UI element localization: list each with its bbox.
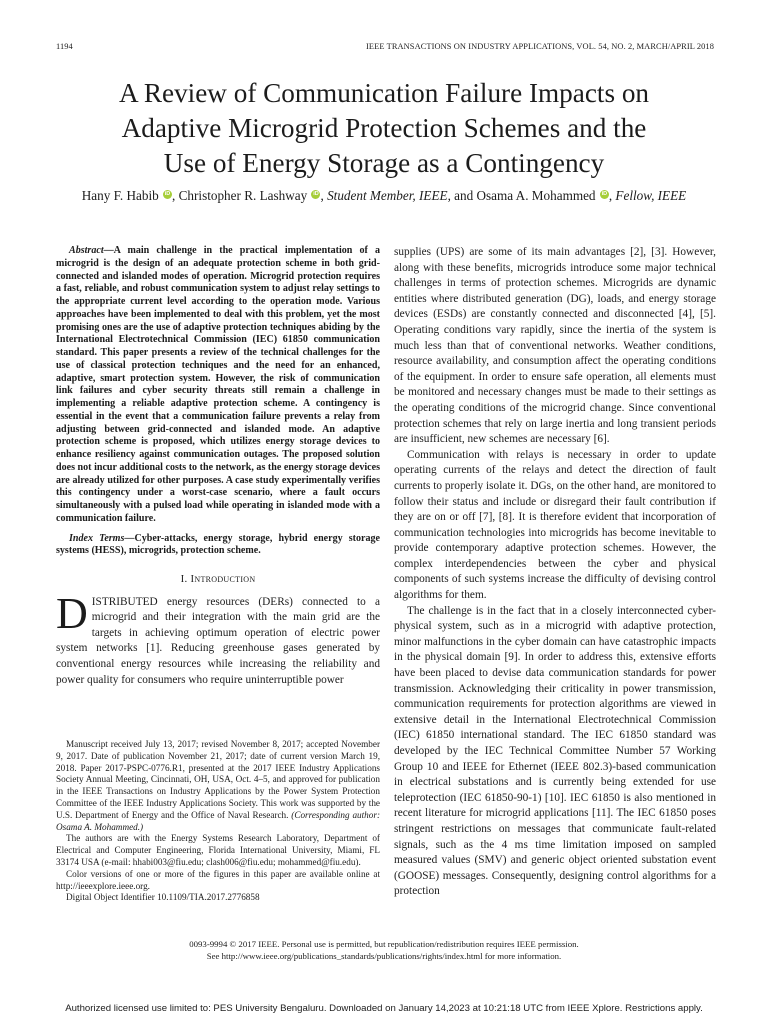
author-list: [30, 188, 738, 204]
intro-first-word: ISTRIBUTED: [91, 595, 158, 608]
intro-text: energy resources (DERs) connected to a microgrid and their integration with the main grid are the targets in achieving optimum operation of electric power system networks [1]. Reducing greenhouse gases generated by conventional energy resources while increasing the reliability and power quality for consumers who require uninterruptible power: [56, 595, 380, 686]
abstract-label: Abstract: [69, 245, 104, 256]
section-number: I.: [180, 573, 191, 585]
author-2: , Christopher R. Lashway: [172, 188, 308, 203]
title-line-2: Adaptive Microgrid Protection Schemes and the: [121, 113, 647, 143]
author-3: , and Osama A. Mohammed: [447, 188, 596, 203]
title-line-1: A Review of Communication Failure Impacts on: [118, 78, 650, 108]
orcid-icon[interactable]: iD: [164, 191, 171, 197]
copyright-line-2: See http://www.ieee.org/publications_standards/publications/rights/index.html for more information.: [206, 951, 562, 961]
index-terms: [56, 533, 380, 559]
left-column: [56, 245, 380, 688]
footnote-doi: Digital Object Identifier 10.1109/TIA.2017.2776858: [66, 892, 260, 903]
drop-cap: D: [56, 588, 88, 638]
footnote-manuscript: [56, 739, 380, 833]
section-title: Introduction: [190, 573, 256, 585]
body-paragraph: The challenge is in the fact that in a closely interconnected cyber-physical system, such as in a microgrid with adaptive protection, minor malfunctions in the cyber domain can have catastrophic impacts in the physical domain [9]. In order to address this, extensive efforts have been placed to devise data communication standards for power transmission. Acknowledging their criticality in power transmission, communication requirements for protection algorithms are viewed in extensive detail in the International Electrotechnical Commission (IEC) 61850 international standard. The IEC 61850 standard was developed by the IEC Technical Committee Number 57 Working Group 10 and IEEE for Ethernet (IEEE 802.3)-based communication in electrical substations and is currently being extended for use teleprotection (IEC 61850-90-1) [10]. IEC 61850 is also mentioned in recent literature for microgrid applications [11]. The IEC 61850 poses stringent restrictions on messages that communicate fault-related signals, such as the 4 ms time limitation imposed on sampled measured values (SMV) and generic object oriented substation event (GOOSE) messages. Consequently, designing control algorithms for a protection: [394, 604, 716, 898]
paper-title: [40, 76, 728, 181]
footnote-manuscript-text: Manuscript received July 13, 2017; revised November 8, 2017; accepted November 9, 2017. Date of publication November 21, 2017; date of current version March 19, 2018. Paper 2017-PSPC-0776.R1, presented at the 2017 IEEE Industry Applications Society Annual Meeting, Cincinnati, OH, USA, Oct. 4–5, and approved for publication in the IEEE Transactions on Industry Applications by the Power System Protection Committee of the IEEE Industry Applications Society. This work was supported by the U.S. Department of Energy and the Office of Naval Research.: [56, 739, 380, 820]
abstract-dash: —: [103, 245, 114, 256]
orcid-icon[interactable]: iD: [601, 191, 608, 197]
footnote: [56, 739, 380, 904]
intro-paragraph: [56, 588, 380, 689]
footnote-color-versions: Color versions of one or more of the figures in this paper are available online at http://ieeexplore.ieee.org.: [56, 868, 380, 891]
abstract-text: A main challenge in the practical implementation of a microgrid is the design of an adequate protection scheme in both grid-connected and islanded modes of operation. Microgrid protection requires a fast, reliable, and robust communication system to adjust relay settings to the appropriate current level according to the operation mode. Various approaches have been implemented to deal with this problem, yet the most promising ones are the use of adaptive protection techniques abiding by the International Electrotechnical Commission (IEC) 61850 communication standard. This paper presents a review of the technical challenges for the use of classical protection techniques and the need for an enhanced, adaptive, smart protection system. However, the risk of communication link failures and cyber security threats still remain a challenge in implementing a reliable adaptive protection scheme. A contingency is essential in the event that a communication failure prevents a relay from adjusting between grid-connected and islanded mode. An adaptive protection scheme is proposed, which utilizes energy storage devices to enhance resiliency against communication outages. The proposed solution does not incur additional costs to the network, as the energy storage devices are already utilized for other purposes. A case study experimentally verifies this contingency under a worst-case scenario, where a fault occurs simultaneously with a pulsed load while operating in islanded mode with a communication failure.: [56, 245, 380, 524]
index-terms-dash: —: [124, 532, 135, 544]
copyright-notice: [40, 938, 728, 962]
footnote-affiliation: The authors are with the Energy Systems Research Laboratory, Department of Electrical and Computer Engineering, Florida International University, Miami, FL 33174 USA (e-mail: hhabi003@fiu.edu; clash006@fiu.edu; mohammed@fiu.edu).: [56, 833, 380, 867]
corresponding-author: (Corresponding author: Osama A. Mohammed.): [56, 809, 381, 832]
author-separator: ,: [608, 188, 616, 203]
author-1: Hany F. Habib: [81, 188, 159, 203]
orcid-icon[interactable]: iD: [313, 191, 319, 197]
section-heading: [56, 572, 380, 588]
author-2-membership: Student Member, IEEE: [327, 188, 448, 203]
copyright-line-1: 0093-9994 © 2017 IEEE. Personal use is permitted, but republication/redistribution requires IEEE permission.: [189, 939, 579, 949]
author-separator: ,: [320, 188, 328, 203]
body-paragraph: supplies (UPS) are some of its main advantages [2], [3]. However, along with these benefits, microgrids introduce some major technical challenges in terms of protection schemes. Microgrids are dynamic entities where distributed generation (DG), loads, and energy storage devices (ESDs) are constantly connected and disconnected [4], [5]. Operating conditions vary rapidly, since the inertia of the system is much less than that of conventional networks. Weather conditions, resource availability, and consumption affect the operating conditions of the equipment. In order to ensure safe operation, all elements must be monitored and necessary changes must be made to their settings as the operating conditions of the microgrid change. Since conventional protection schemes that rely on large inertia and long transient periods are insufficient, new schemes are necessary [6].: [394, 246, 716, 446]
index-terms-label: Index Terms: [69, 532, 125, 544]
index-terms-text: Cyber-attacks, energy storage, hybrid energy storage systems (HESS), microgrids, protection scheme.: [56, 532, 380, 557]
right-column: [394, 245, 716, 900]
running-header: [56, 42, 714, 51]
page-number: 1194: [56, 42, 73, 51]
author-3-membership: Fellow, IEEE: [615, 188, 687, 203]
journal-info: IEEE TRANSACTIONS ON INDUSTRY APPLICATIONS, VOL. 54, NO. 2, MARCH/APRIL 2018: [366, 42, 714, 51]
body-paragraph: Communication with relays is necessary in order to update operating currents of the relays and detect the direction of fault currents to properly isolate it. DGs, on the other hand, are monitored to follow their status and include or disregard their fault contribution if they are on or off [7], [8]. It is therefore evident that incorporation of communication technologies into microgrids has become inevitable to provide contemporary adaptive protection schemes. However, the complex interdependencies between the cyber and physical components of such systems increase the difficulty of devising control algorithms for them.: [394, 448, 716, 602]
title-line-3: Use of Energy Storage as a Contingency: [163, 148, 605, 178]
authorized-use-notice: Authorized licensed use limited to: PES University Bengaluru. Downloaded on January 14,2023 at 10:21:18 UTC from IEEE Xplore. Restrictions apply.: [65, 1003, 703, 1014]
abstract: [56, 245, 380, 526]
